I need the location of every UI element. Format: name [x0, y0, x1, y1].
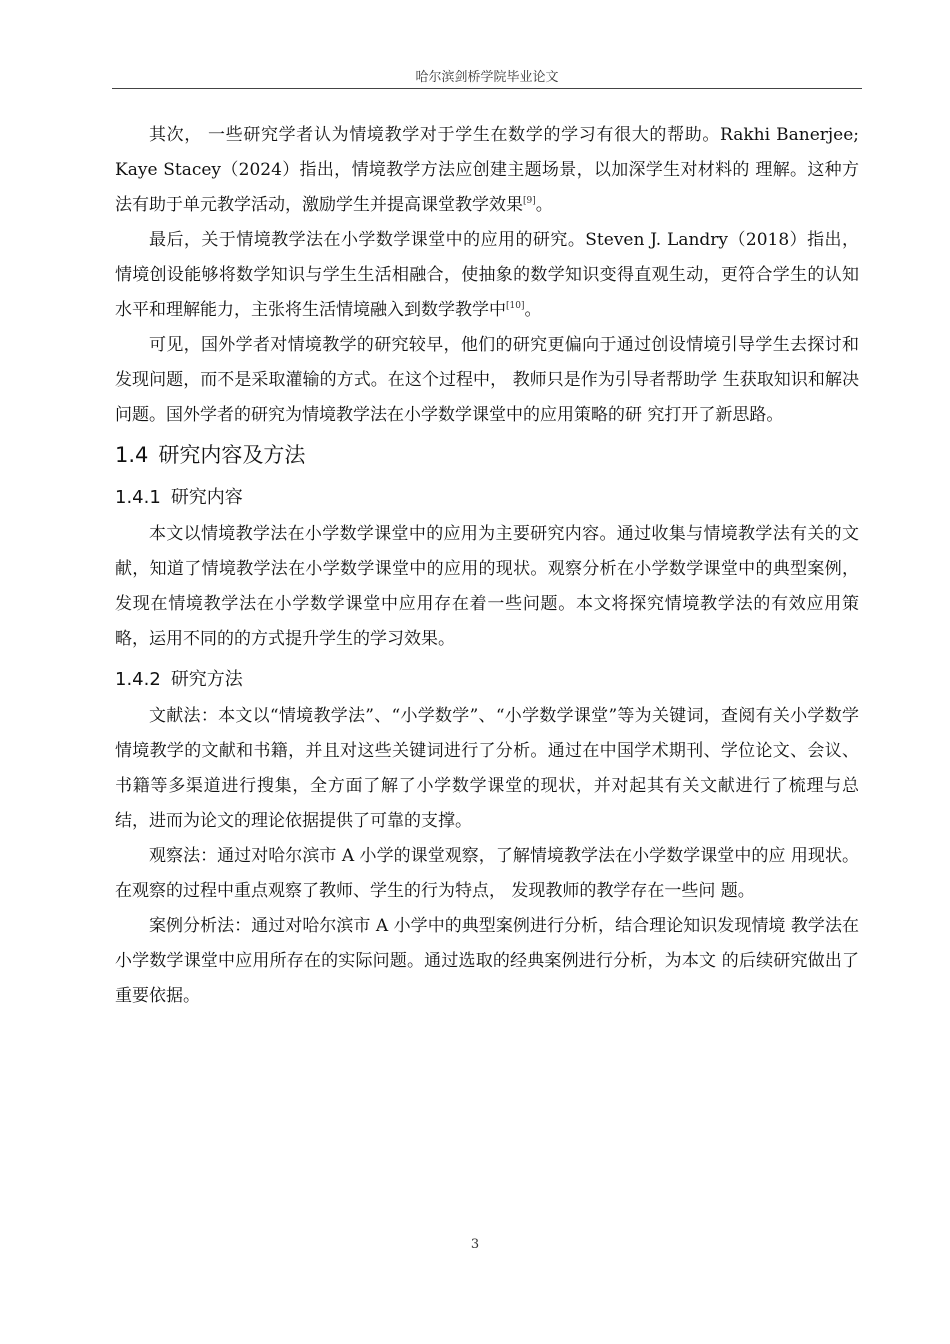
subsection-heading-1-4-2 — [115, 663, 859, 697]
subsection-number: 1.4.2 — [115, 669, 161, 690]
subsection-number: 1.4.1 — [115, 487, 161, 508]
citation-10[interactable]: [10] — [506, 301, 525, 311]
subsection-title: 研究内容 — [170, 487, 243, 508]
paragraph-3: 可见，国外学者对情境教学的研究较早，他们的研究更偏向于通过创设情境引导学生去探讨和发现问题，而不是采取灌输的方式。在这个过程中， 教师只是作为引导者帮助学 生获取知识和解决问题。国外学者的研究为情境教学法在小学数学课堂中的应用策略的研 究打开了新思路。 — [115, 335, 859, 425]
paragraph-1 — [115, 118, 859, 223]
section-title: 研究内容及方法 — [158, 443, 306, 467]
header-rule — [112, 88, 862, 89]
case-analysis-paragraph: 案例分析法：通过对哈尔滨市 A 小学中的典型案例进行分析，结合理论知识发现情境 教学法在小学数学课堂中应用所存在的实际问题。通过选取的经典案例进行分析，为本文 的后续研究做出了重要依据。 — [115, 916, 859, 1006]
literature-method-paragraph: 文献法：本文以“情境教学法”、“小学数学”、“小学数学课堂”等为关键词，查阅有关小学数学情境教学的文献和书籍，并且对这些关键词进行了分析。通过在中国学术期刊、学位论文、会议、书籍等多渠道进行搜集，全方面了解了小学数学课堂的现状，并对起其有关文献进行了梳理与总结，进而为论文的理论依据提供了可靠的支撑。 — [115, 706, 859, 831]
section-number: 1.4 — [115, 443, 149, 467]
section-heading-1-4 — [115, 437, 859, 473]
running-header: 哈尔滨剑桥学院毕业论文 — [415, 70, 559, 85]
research-content-paragraph: 本文以情境教学法在小学数学课堂中的应用为主要研究内容。通过收集与情境教学法有关的文献，知道了情境教学法在小学数学课堂中的应用的现状。观察分析在小学数学课堂中的典型案例，发现在情境教学法在小学数学课堂中应用存在着一些问题。本文将探究情境教学法的有效应用策略，运用不同的的方式提升学生的学习效果。 — [115, 524, 859, 649]
observation-method-paragraph: 观察法：通过对哈尔滨市 A 小学的课堂观察，了解情境教学法在小学数学课堂中的应 用现状。在观察的过程中重点观察了教师、学生的行为特点， 发现教师的教学存在一些问 题。 — [115, 846, 859, 901]
paragraph-2-text: 最后，关于情境教学法在小学数学课堂中的应用的研究。Steven J. Landry（2018）指出，情境创设能够将数学知识与学生生活相融合，使抽象的数学知识变得直观生动，更符合学生的认知水平和理解能力，主张将生活情境融入到数学教学中 — [115, 230, 859, 320]
citation-9[interactable]: [9] — [523, 196, 536, 206]
paragraph-2 — [115, 223, 859, 328]
paragraph-1-text: 其次， 一些研究学者认为情境教学对于学生在数学的学习有很大的帮助。Rakhi Banerjee; Kaye Stacey（2024）指出，情境教学方法应创建主题场景，以加深学生对材料的 理解。这种方法有助于单元教学活动，激励学生并提高课堂教学效果 — [115, 125, 859, 215]
page-number: 3 — [470, 1237, 480, 1252]
subsection-heading-1-4-1 — [115, 481, 859, 515]
page-body — [115, 118, 859, 1014]
subsection-title: 研究方法 — [170, 669, 243, 690]
paragraph-2-end: 。 — [524, 300, 542, 320]
paragraph-1-end: 。 — [535, 195, 553, 215]
